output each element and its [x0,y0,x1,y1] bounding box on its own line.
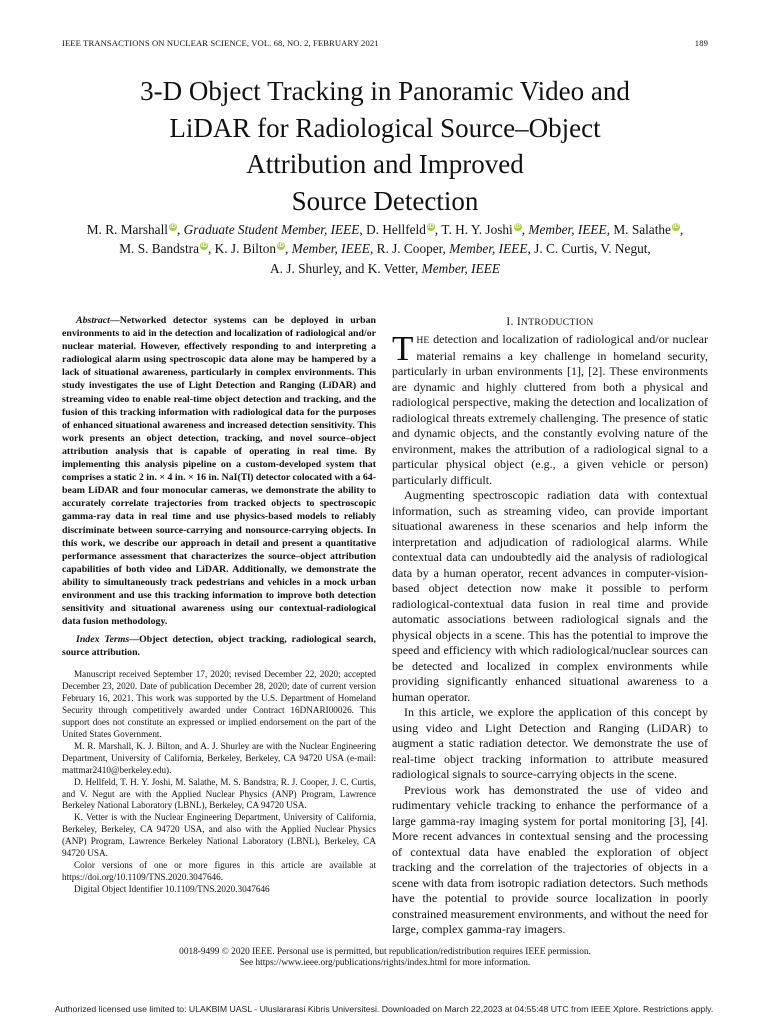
author-line: M. S. Bandstra iD, K. J. Bilton iD, Member, IEEE, R. J. Cooper, Member, IEEE, J. C. Curtis, V. Negut, [119,241,651,257]
title-line: LiDAR for Radiological Source–Object [169,112,601,143]
author-name: R. J. Cooper [376,241,443,257]
page-number: 189 [694,38,708,48]
abstract-dash: — [109,315,120,326]
orcid-icon[interactable]: iD [201,243,208,250]
orcid-icon[interactable]: iD [278,243,284,250]
author-name: D. Hellfeld [366,222,426,237]
abstract-label: Abstract [76,315,110,326]
orcid-icon[interactable]: iD [169,224,176,230]
author-name: T. H. Y. Joshi [441,222,513,237]
section-title-rest: NTRODUCTION [521,317,594,328]
orcid-icon[interactable]: iD [427,224,434,230]
running-head [62,38,708,52]
drop-cap: T [392,329,414,368]
first-word-rest: HE [416,335,430,346]
footnote-color-versions: Color versions of one or more figures in this article are available at https://doi.org/10.1109/TNS.2020.3047646. [62,859,376,882]
section-heading-introduction [392,314,708,332]
author-membership: Member, IEEE [291,241,370,257]
author-membership: Graduate Student Member, IEEE [183,222,360,237]
copyright-line: See https://www.ieee.org/publications/rights/index.html for more information. [239,958,531,969]
index-terms [62,633,376,659]
author-line: A. J. Shurley, and K. Vetter, Member, IEEE [270,260,500,276]
paragraph: Previous work has demonstrated the use of video and rudimentary vehicle tracking to enhance the performance of a large gamma-ray imaging system for portal monitoring [3], [4]. More recent advances in contextual sensing and the processing of contextual data have enabled the exploration of object tracking and the correlation of the trajectories of objects in a scene with data from isotropic radiation detectors. Such methods have the potential to provide source localization in poorly constrained measurement environments, and without the need for large, complex gamma-ray imagers. [392,782,708,936]
footnote-doi: Digital Object Identifier 10.1109/TNS.2020.3047646 [74,883,270,894]
author-membership: Member, IEEE [528,222,607,237]
index-terms-dash: — [129,634,140,646]
author-membership: Member, IEEE [421,260,500,276]
copyright-notice [62,947,708,970]
author-list [52,220,718,278]
paragraph: Augmenting spectroscopic radiation data with contextual information, such as streaming video, can provide important situational awareness in these scenarios and help inform the interpretation and adjudication of radiological alarms. While contextual data can undoubtedly aid the analysis of radiological data by a human operator, recent advances in computer-vision-based object detection now make it possible to perform radiological-contextual data fusion in real time and provide automatic associations between radiological signals and the physical objects in a scene. This has the potential to improve the speed and efficiency with which radiological/nuclear sources can be detected and localized in complex environments while providing significantly enhanced situational awareness to a human operator. [392,488,708,704]
title-line: 3-D Object Tracking in Panoramic Video and [140,76,630,106]
footnote-affiliation: K. Vetter is with the Nuclear Engineering Department, University of California, Berkeley, Berkeley, CA 94720 USA, and also with the Applied Nuclear Physics (ANP) Program, Lawrence Berkeley National Laboratory (LBNL), Berkeley, CA 94720 USA. [62,812,376,859]
right-column [392,314,708,938]
journal-citation: IEEE TRANSACTIONS ON NUCLEAR SCIENCE, VOL. 68, NO. 2, FEBRUARY 2021 [62,38,379,48]
author-name: M. R. Marshall [86,222,168,237]
author-line: M. R. Marshall iD, Graduate Student Member, IEEE, D. Hellfeld iD, T. H. Y. Joshi iD, Member, IEEE, M. Salathe iD, [86,222,684,237]
paragraph [392,329,708,488]
introduction-body [392,329,708,938]
section-numeral: I. [506,316,514,328]
orcid-icon[interactable]: iD [514,224,521,230]
left-column [62,314,376,896]
title-line: Attribution and Improved [246,149,524,179]
copyright-line: 0018-9499 © 2020 IEEE. Personal use is permitted, but republication/redistribution requires IEEE permission. [179,947,591,957]
author-name: M. Salathe [613,222,671,237]
abstract [62,314,376,628]
abstract-text: Networked detector systems can be deployed in urban environments to aid in the detection and localization of radiological and/or nuclear material. However, effectively responding to and interpreting a radiological alarm using spectroscopic data alone may be hampered by a lack of situational awareness, particularly in complex environments. This study investigates the use of Light Detection and Ranging (LiDAR) and streaming video to enable real-time object detection and tracking, and the fusion of this tracking information with radiological data for the purposes of enhanced situational awareness and increased detection sensitivity. This work presents an object detection, tracking, and novel source–object attribution analysis that is capable of operating in real time. By implementing this analysis pipeline on a custom-developed system that comprises a static 2 in. × 4 in. × 16 in. NaI(Tl) detector colocated with a 64-beam LiDAR and four monocular cameras, we demonstrate the ability to accurately correlate trajectories from tracked objects to spectroscopic gamma-ray data in real time and use physics-based models to reliably discriminate between source-carrying and nonsource-carrying objects. In this work, we describe our approach in detail and present a quantitative performance assessment that characterizes the source–object attribution capabilities of both video and LiDAR. Additionally, we demonstrate the ability to simultaneously track pedestrians and vehicles in a mock urban environment and use this tracking information to improve both detection sensitivity and situational awareness using our contextual-radiological data fusion methodology. [62,315,376,628]
orcid-icon[interactable]: iD [672,224,679,230]
paper-title [62,73,708,219]
title-line: Source Detection [291,185,479,216]
section-title-initial: I [516,316,522,328]
author-name: A. J. Shurley, and K. Vetter [270,260,416,276]
footnote-affiliation: D. Hellfeld, T. H. Y. Joshi, M. Salathe, M. S. Bandstra, R. J. Cooper, J. C. Curtis, and V. Negut are with the Applied Nuclear Physics (ANP) Program, Lawrence Berkeley National Laboratory (LBNL), Berkeley, CA 94720 USA. [62,776,376,811]
paragraph: In this article, we explore the application of this concept by using video and Light Detection and Ranging (LiDAR) to augment a static radiation detector. We demonstrate the use of real-time object tracking information to attribute measured radiological signals to source-carrying objects in the scene. [392,705,708,781]
author-name: J. C. Curtis, V. Negut, [534,241,651,257]
author-name: M. S. Bandstra [119,241,200,257]
author-name: K. J. Bilton [214,241,276,257]
index-terms-text: Object detection, object tracking, radiological search, source attribution. [62,634,376,659]
author-membership: Member, IEEE [449,241,528,257]
footnote-affiliation: M. R. Marshall, K. J. Bilton, and A. J. Shurley are with the Nuclear Engineering Department, University of California, Berkeley, Berkeley, CA 94720 USA (e-mail: mattmar2410@berkeley.edu). [62,740,376,775]
footnotes [62,669,376,895]
footnote-manuscript: Manuscript received September 17, 2020; revised December 22, 2020; accepted December 23, 2020. Date of publication December 28, 2020; date of current version February 16, 2021. This work was supported by the U.S. Department of Homeland Security through competitively awarded under Contract 16DNARI00026. This support does not constitute an expressed or implied endorsement on the part of the United States Government. [62,669,376,739]
authorized-use-banner: Authorized licensed use limited to: ULAKBIM UASL - Uluslararasi Kibris Universitesi. Downloaded on March 22,2023 at 04:55:48 UTC from IEEE Xplore. Restrictions apply. [54,1004,714,1014]
index-terms-label: Index Terms [76,634,130,646]
paragraph-text: detection and localization of radiological and/or nuclear material remains a key challenge in homeland security, particularly in urban environments [1], [2]. These environments are dynamic and highly cluttered from both a physical and radiological perspective, making the detection and localization of radiological threats extremely challenging. The presence of static and dynamic objects, and the constantly evolving nature of the environment, makes the attribution of a radiological signal to a particular physical object (e.g., a given vehicle or person) particularly difficult. [392,332,708,487]
